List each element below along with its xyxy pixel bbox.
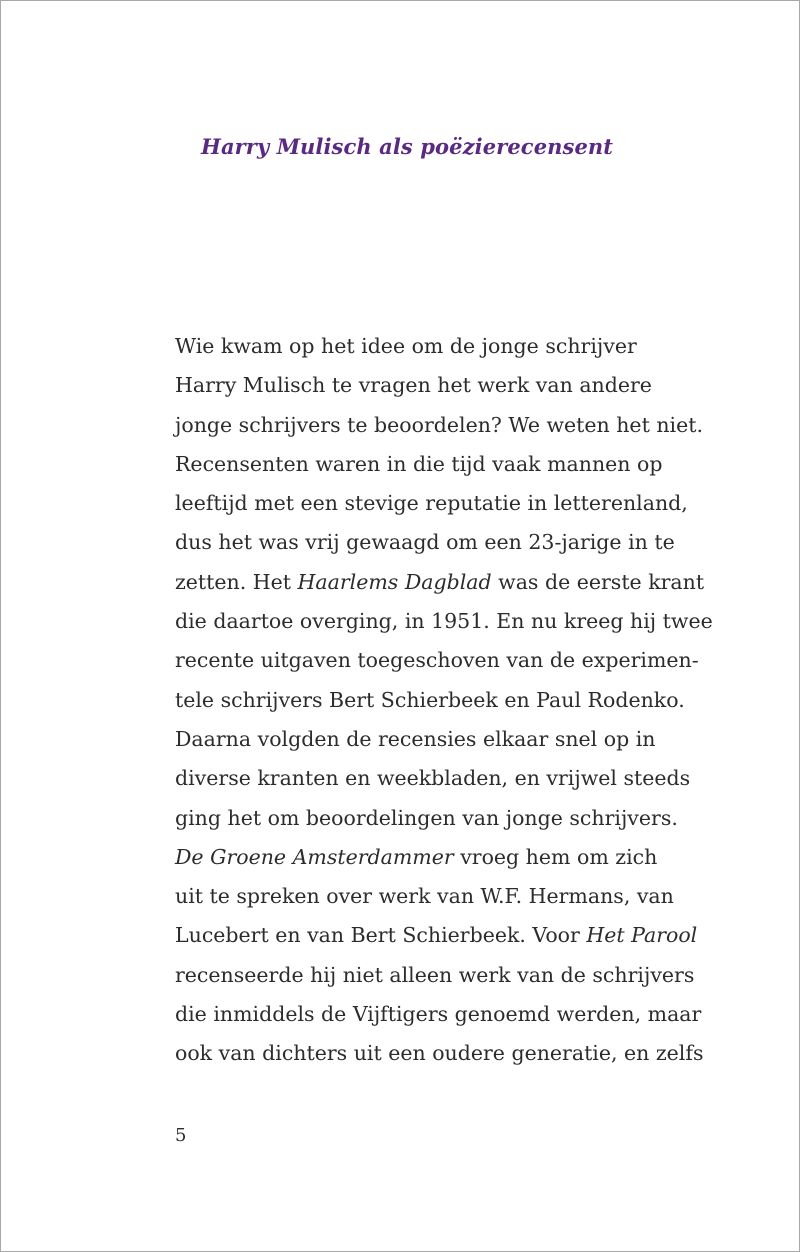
text-segment: Recensenten waren in die tijd vaak mannen op [175, 451, 663, 476]
text-segment: recenseerde hij niet alleen werk van de schrijvers [175, 962, 695, 987]
text-segment: recente uitgaven toegeschoven van de experimen- [175, 648, 699, 673]
italic-title-haarlems-dagblad: Haarlems Dagblad [297, 569, 492, 594]
italic-title-het-parool: Het Parool [586, 923, 698, 948]
text-line [175, 759, 735, 798]
body-text [175, 327, 735, 1074]
text-segment: uit te spreken over werk van W.F. Hermans, van [175, 884, 674, 909]
text-segment: ook van dichters uit een oudere generatie, en zelfs [175, 1041, 704, 1066]
text-line [175, 406, 735, 445]
text-line [175, 956, 735, 995]
chapter-title: Harry Mulisch als poëzierecensent [201, 134, 614, 159]
text-line [175, 523, 735, 562]
text-line [175, 681, 735, 720]
text-line [175, 366, 735, 405]
text-line [175, 445, 735, 484]
text-line [175, 799, 735, 838]
text-segment: diverse kranten en weekbladen, en vrijwel steeds [175, 766, 691, 791]
text-line [175, 877, 735, 916]
text-segment: dus het was vrij gewaagd om een 23-jarige in te [175, 530, 675, 555]
text-line [175, 838, 735, 877]
text-line [175, 641, 735, 680]
text-segment: zetten. Het [175, 569, 298, 594]
text-segment: Wie kwam op het idee om de jonge schrijver [175, 334, 637, 358]
text-line [175, 916, 735, 955]
italic-title-de-groene-amsterdammer: De Groene Amsterdammer [175, 844, 454, 869]
text-segment: leeftijd met een stevige reputatie in letterenland, [175, 491, 688, 516]
text-segment: jonge schrijvers te beoordelen? We weten het niet. [175, 412, 703, 437]
text-segment: vroeg hem om zich [453, 844, 658, 869]
text-segment: was de eerste krant [491, 569, 705, 594]
page-number: 5 [175, 1125, 187, 1146]
text-line [175, 484, 735, 523]
text-line [175, 602, 735, 641]
text-segment: die inmiddels de Vijftigers genoemd werden, maar [175, 1002, 702, 1027]
text-segment: die daartoe overging, in 1951. En nu kreeg hij twee [175, 609, 713, 634]
text-line [175, 1034, 735, 1073]
text-line [175, 327, 735, 366]
text-segment: ging het om beoordelingen van jonge schrijvers. [175, 805, 678, 830]
text-segment: Harry Mulisch te vragen het werk van andere [175, 373, 652, 398]
text-segment: tele schrijvers Bert Schierbeek en Paul Rodenko. [175, 687, 685, 712]
text-segment: Daarna volgden de recensies elkaar snel op in [175, 726, 656, 751]
text-line [175, 563, 735, 602]
text-line [175, 995, 735, 1034]
text-line [175, 720, 735, 759]
text-segment: Lucebert en van Bert Schierbeek. Voor [175, 923, 587, 948]
